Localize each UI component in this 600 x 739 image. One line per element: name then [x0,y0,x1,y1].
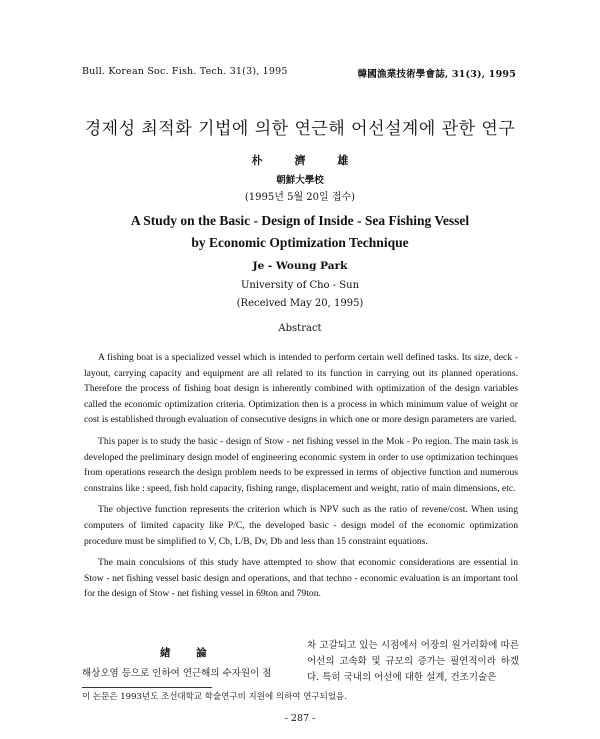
abstract-heading: Abstract [278,323,322,334]
introduction-heading: 緖 論 [160,647,207,659]
introduction-left-column: 해상오염 등으로 인하여 연근해의 수자원이 점 [82,668,272,679]
introduction-right-column: 차 고갈되고 있는 시점에서 어장의 원거리화에 따른 어선의 고속화 및 규모의 증가는 필연적이라 하겠다. 특히 국내의 어선에 대한 설계, 건조기술은 [307,640,519,683]
page-number: - 287 - [284,713,316,724]
abstract-paragraph: The objective function represents the criterion which is NPV such as the ratio of revene/cost. When using computers of limited capacity like P/C, the developed basic - design model of the economic optimization procedure must be simplified to V, Cb, L/B, Dv, Db and less than 15 constraint equations. [84,504,518,547]
abstract-paragraph: This paper is to study the basic - design of Stow - net fishing vessel in the Mok - Po region. The main task is developed the preliminary design model of engineering economic system in order to use optimization techinques from operations research the design problem needs to be expressed in terms of objective function and numerous constrains like : speed, fish hold capacity, fishing range, displacement and weight, ratio of main dimensions, etc. [84,435,518,494]
english-title-line-1: A Study on the Basic - Design of Inside - Sea Fishing Vessel [130,213,470,228]
abstract-body [84,350,518,608]
english-affiliation: University of Cho - Sun [240,280,360,291]
english-received-date: (Received May 20, 1995) [236,298,364,309]
korean-title: 경제성 최적화 기법에 의한 연근해 어선설계에 관한 연구 [84,119,516,139]
journal-citation-left: Bull. Korean Soc. Fish. Tech. 31(3), 1995 [82,66,288,77]
korean-author: 朴 濟 雄 [251,154,349,167]
funding-footnote: 이 논문은 1993년도 조선대학교 학술연구비 지원에 의하여 연구되었음. [82,692,347,702]
english-title [0,210,600,254]
footnote-divider [82,687,212,688]
korean-received-date: (1995년 5월 20일 접수) [244,192,356,203]
abstract-paragraph: The main conculsions of this study have attempted to show that economic considerations are essential in Stow - net fishing vessel basic design and operations, and that techno - economic evaluation is an important tool for the design of Stow - net fishing vessel in 69ton and 79ton. [84,557,518,600]
korean-affiliation: 朝鮮大學校 [276,175,324,186]
english-author: Je - Woung Park [252,260,348,272]
english-title-line-2: by Economic Optimization Technique [191,235,409,250]
journal-citation-right: 韓國漁業技術學會誌, 31(3), 1995 [357,69,516,80]
abstract-paragraph: A fishing boat is a specialized vessel which is intended to perform certain well defined tasks. Its size, deck - layout, carrying capacity and equipment are all related to its function in carrying out its planned operations. Therefore the process of fishing boat design is inherently combined with optimization of the design variables called the economic optimization criteria. Optimization then is a process in which minimum value of weight or cost is established through evaluation of consecutive designs in which one or more design parameters are varied. [84,352,518,426]
